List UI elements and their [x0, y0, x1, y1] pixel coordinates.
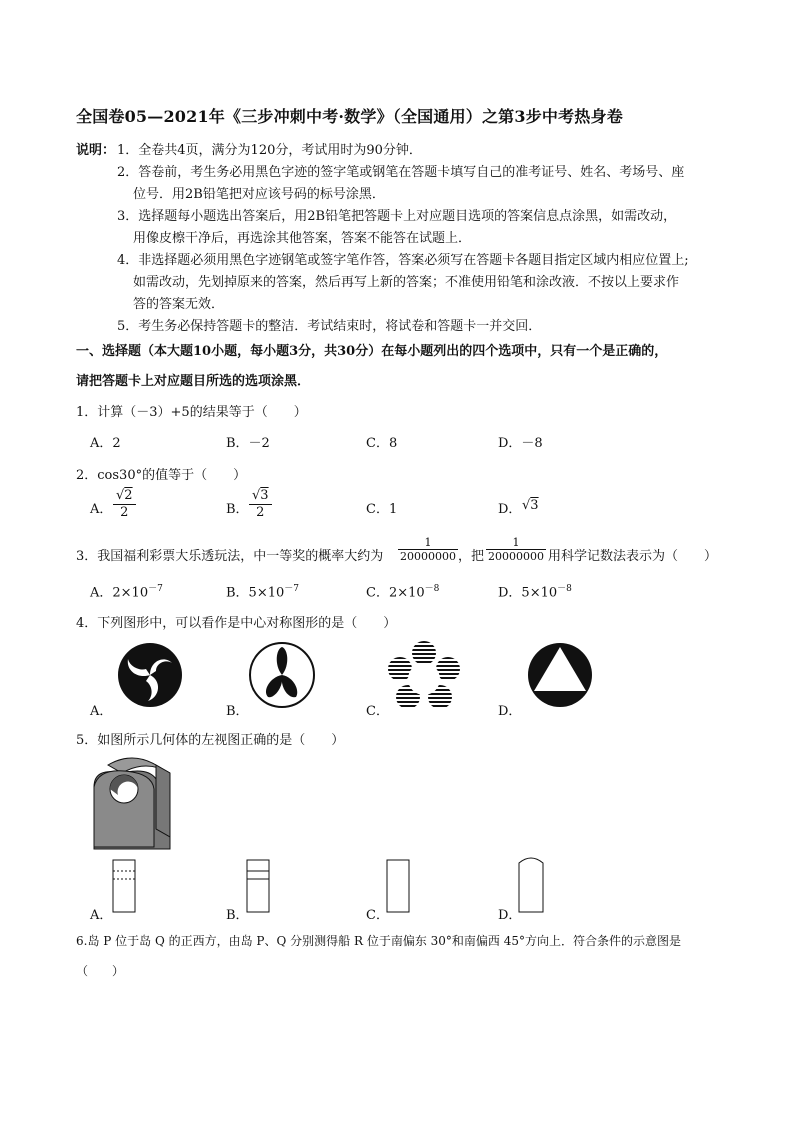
q3-option-a-label: A．2×10 — [90, 585, 149, 601]
q3-frac-denominator: 20000000 — [400, 550, 456, 563]
q5-solid-figure — [88, 757, 174, 851]
q2-option-a: A． — [90, 502, 113, 517]
question-1-stem: 1．计算（－3）+5的结果等于（ ） — [76, 405, 307, 420]
q3-option-a-exponent: －7 — [148, 584, 163, 594]
instruction-item: 如需改动，先划掉原来的答案，然后再写上新的答案；不准使用铅笔和涂改液．不按以上要求作 — [133, 275, 680, 290]
q5-option-c: C． — [366, 908, 389, 923]
question-6-stem-cont: （ ） — [76, 964, 125, 978]
question-4-stem: 4．下列图形中，可以看作是中心对称图形的是（ ） — [76, 616, 397, 631]
q3-option-a — [90, 581, 163, 600]
q3-option-b — [226, 581, 299, 600]
q2-option-b: B． — [226, 502, 249, 517]
instruction-item: 用像皮檫干净后，再选涂其他答案，答案不能答在试题上． — [133, 231, 472, 246]
instruction-item: 1．全卷共4页，满分为120分，考试用时为90分钟． — [117, 143, 422, 158]
q4-figure-d — [526, 641, 594, 709]
q4-option-d: D． — [498, 704, 522, 719]
q1-option-d: D．－8 — [498, 436, 543, 451]
q5-view-d — [518, 855, 544, 913]
q3-option-c-label: C．2×10 — [366, 585, 425, 601]
q3-frac-numerator: 1 — [486, 536, 546, 550]
q3-option-d — [498, 581, 572, 600]
q3-option-c-exponent: －8 — [424, 584, 440, 594]
q1-option-c: C．8 — [366, 436, 398, 451]
instruction-item: 2．答卷前，考生务必用黑色字迹的签字笔或钢笔在答题卡填写自己的准考证号、姓名、考场号、座 — [117, 165, 685, 180]
instruction-item: 答的答案无效． — [133, 297, 225, 312]
q2-b-radicand: 3 — [260, 488, 269, 503]
q3-option-d-label: D．5×10 — [498, 585, 558, 601]
q1-option-b: B．－2 — [226, 436, 270, 451]
q5-view-c — [386, 859, 410, 913]
q4-option-a: A． — [90, 704, 113, 719]
q2-option-d-sqrt: √3 — [522, 498, 539, 513]
q3-frac-numerator: 1 — [398, 536, 458, 550]
instruction-item: 5．考生务必保持答题卡的整洁．考试结束时，将试卷和答题卡一并交回． — [117, 319, 542, 334]
q5-option-a: A． — [90, 908, 113, 923]
q3-fraction-2 — [486, 536, 546, 563]
instruction-item: 位号．用2B铅笔把对应该号码的标号涂黑． — [133, 187, 385, 202]
question-3-stem-start: 3．我国福利彩票大乐透玩法，中一等奖的概率大约为 — [76, 549, 384, 564]
q2-option-b-fraction: $\frac{√3}{2}$ — [249, 488, 272, 521]
question-2-stem: 2．cos30°的值等于（ ） — [76, 468, 247, 483]
instruction-item: 4．非选择题必须用黑色字迹钢笔或签字笔作答，答案必须写在答题卡各题目指定区域内相应位置上; — [117, 253, 689, 268]
q4-figure-b — [248, 641, 316, 709]
q2-d-radicand: 3 — [530, 498, 539, 513]
q4-option-c: C． — [366, 704, 389, 719]
q2-a-denominator: 2 — [120, 505, 129, 520]
question-5-stem: 5．如图所示几何体的左视图正确的是（ ） — [76, 733, 345, 748]
question-3-stem-mid: ，把 — [458, 549, 485, 564]
instruction-item: 3．选择题每小题选出答案后，用2B铅笔把答题卡上对应题目选项的答案信息点涂黑，如需改动， — [117, 209, 677, 224]
question-3-stem-end: 用科学记数法表示为（ ） — [548, 549, 718, 564]
q3-fraction-1 — [398, 536, 458, 563]
instructions-label: 说明： — [76, 143, 116, 158]
q2-option-d: D． — [498, 502, 522, 517]
q4-figure-a — [116, 641, 184, 709]
q5-option-d: D． — [498, 908, 522, 923]
q2-option-a-fraction: $\frac{√2}{2}$ — [113, 488, 136, 521]
q1-option-a: A．2 — [90, 436, 121, 451]
question-6-stem: 6.岛 P 位于岛 Q 的正西方，由岛 P、Q 分别测得船 R 位于南偏东 30°和南偏西 45°方向上．符合条件的示意图是 — [76, 934, 681, 948]
q2-option-c: C．1 — [366, 502, 398, 517]
q5-view-b — [246, 859, 270, 913]
page-title: 全国卷05—2021年《三步冲刺中考·数学》（全国通用）之第3步中考热身卷 — [76, 107, 623, 126]
q4-option-b: B． — [226, 704, 249, 719]
q3-frac-denominator: 20000000 — [488, 550, 544, 563]
q3-option-c — [366, 581, 439, 600]
q3-option-d-exponent: －8 — [557, 584, 572, 594]
q5-view-a — [112, 859, 136, 913]
q2-b-denominator: 2 — [256, 505, 265, 520]
q4-figure-c — [388, 641, 460, 709]
section-heading-cont: 请把答题卡上对应题目所选的选项涂黑． — [76, 374, 311, 389]
q2-a-radicand: 2 — [124, 488, 133, 503]
q3-option-b-label: B．5×10 — [226, 585, 285, 601]
section-heading: 一、选择题（本大题10小题，每小题3分，共30分）在每小题列出的四个选项中，只有一个是正确的， — [76, 344, 668, 359]
q3-option-b-exponent: －7 — [284, 584, 299, 594]
q5-option-b: B． — [226, 908, 249, 923]
